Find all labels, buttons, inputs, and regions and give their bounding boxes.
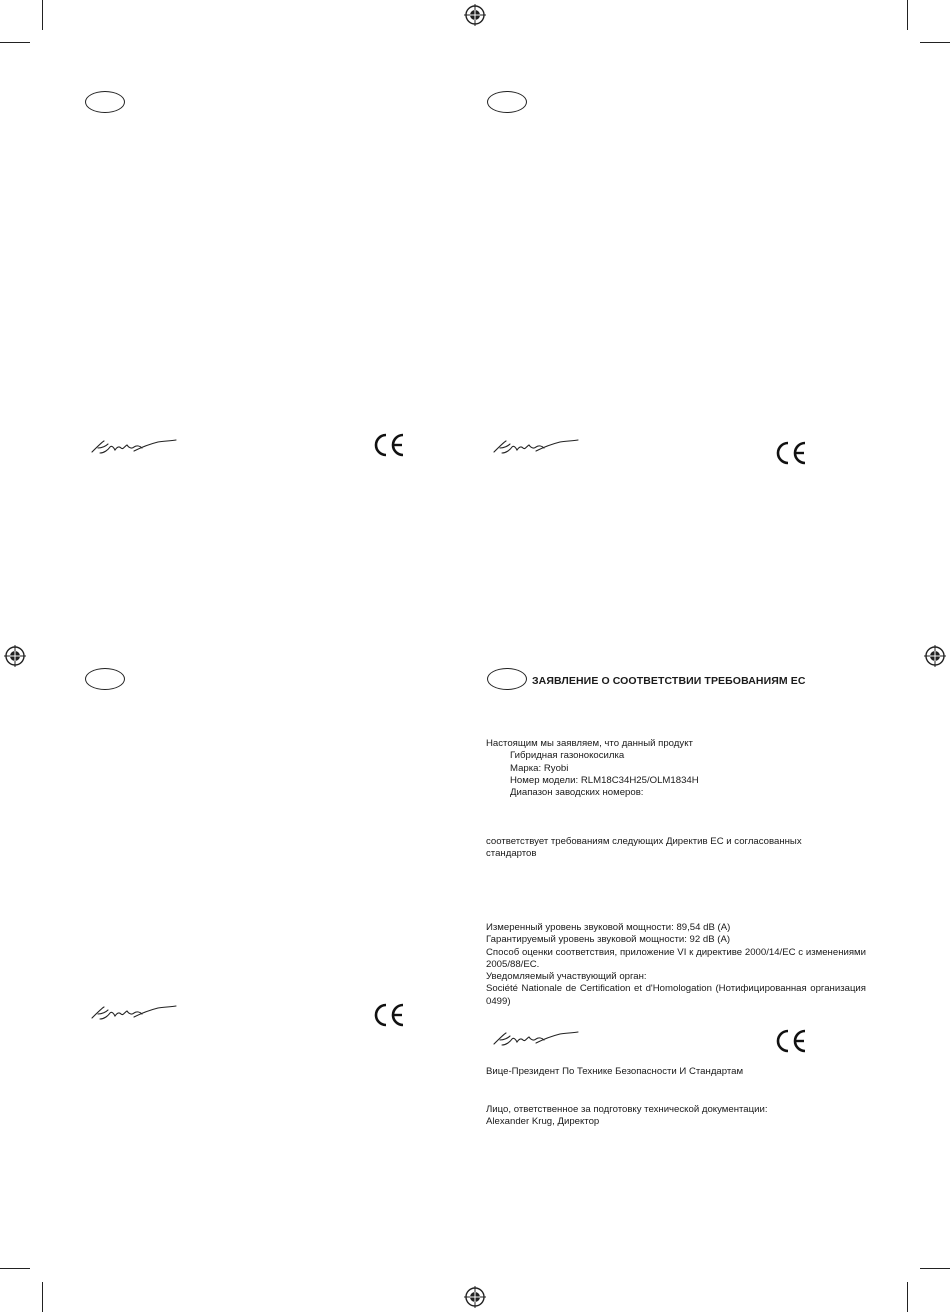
product-type: Гибридная газонокосилка — [510, 750, 625, 762]
tech-doc-block — [486, 1104, 866, 1129]
crop-mark — [907, 1282, 908, 1312]
signatory-title: Вице-Президент По Технике Безопасности И Стандартам — [486, 1066, 744, 1077]
conformity-text-cont: стандартов — [486, 848, 537, 860]
ce-mark-icon — [774, 440, 808, 466]
serial-range: Диапазон заводских номеров: — [510, 787, 644, 799]
registration-mark-icon — [4, 645, 26, 667]
registration-mark-icon — [464, 1286, 486, 1308]
crop-mark — [42, 1282, 43, 1312]
product-model: Номер модели: RLM18C34H25/OLM1834H — [510, 774, 699, 786]
crop-mark — [920, 42, 950, 43]
language-badge-icon — [85, 91, 125, 113]
ce-mark-icon — [372, 1002, 406, 1028]
product-brand: Марка: Ryobi — [510, 762, 569, 774]
tech-doc-person: Alexander Krug, Директор — [486, 1116, 600, 1128]
signature-icon — [490, 1028, 580, 1050]
declaration-title: ЗАЯВЛЕНИЕ О СООТВЕТСТВИИ ТРЕБОВАНИЯМ ЕС — [532, 675, 806, 687]
crop-mark — [42, 0, 43, 30]
measured-sound-level: Измеренный уровень звуковой мощности: 89,54 dB (A) — [486, 922, 731, 933]
notified-body: Société Nationale de Certification et d'Homologation (Нотифицированная организация 0499) — [486, 983, 866, 1007]
registration-mark-icon — [464, 4, 486, 26]
crop-mark — [907, 0, 908, 30]
assessment-method: Способ оценки соответствия, приложение VI к директиве 2000/14/EC с изменениями 2005/88/EC. — [486, 946, 866, 970]
crop-mark — [0, 1268, 30, 1269]
notified-body-label: Уведомляемый участвующий орган: — [486, 971, 647, 983]
guaranteed-sound-level: Гарантируемый уровень звуковой мощности: 92 dB (A) — [486, 934, 731, 946]
signature-icon — [88, 1002, 178, 1024]
signature-icon — [490, 436, 580, 458]
conformity-block — [486, 836, 866, 861]
intro-text: Настоящим мы заявляем, что данный продукт — [486, 738, 693, 749]
product-block — [486, 738, 866, 799]
language-badge-icon — [85, 668, 125, 690]
language-badge-icon — [487, 91, 527, 113]
ce-mark-icon — [774, 1028, 808, 1054]
crop-mark — [920, 1268, 950, 1269]
crop-mark — [0, 42, 30, 43]
conformity-text: соответствует требованиям следующих Директив ЕС и согласованных — [486, 836, 802, 847]
sound-block — [486, 922, 866, 1008]
tech-doc-label: Лицо, ответственное за подготовку технической документации: — [486, 1104, 768, 1115]
signature-icon — [88, 436, 178, 458]
language-badge-icon — [487, 668, 527, 690]
registration-mark-icon — [924, 645, 946, 667]
ce-mark-icon — [372, 432, 406, 458]
